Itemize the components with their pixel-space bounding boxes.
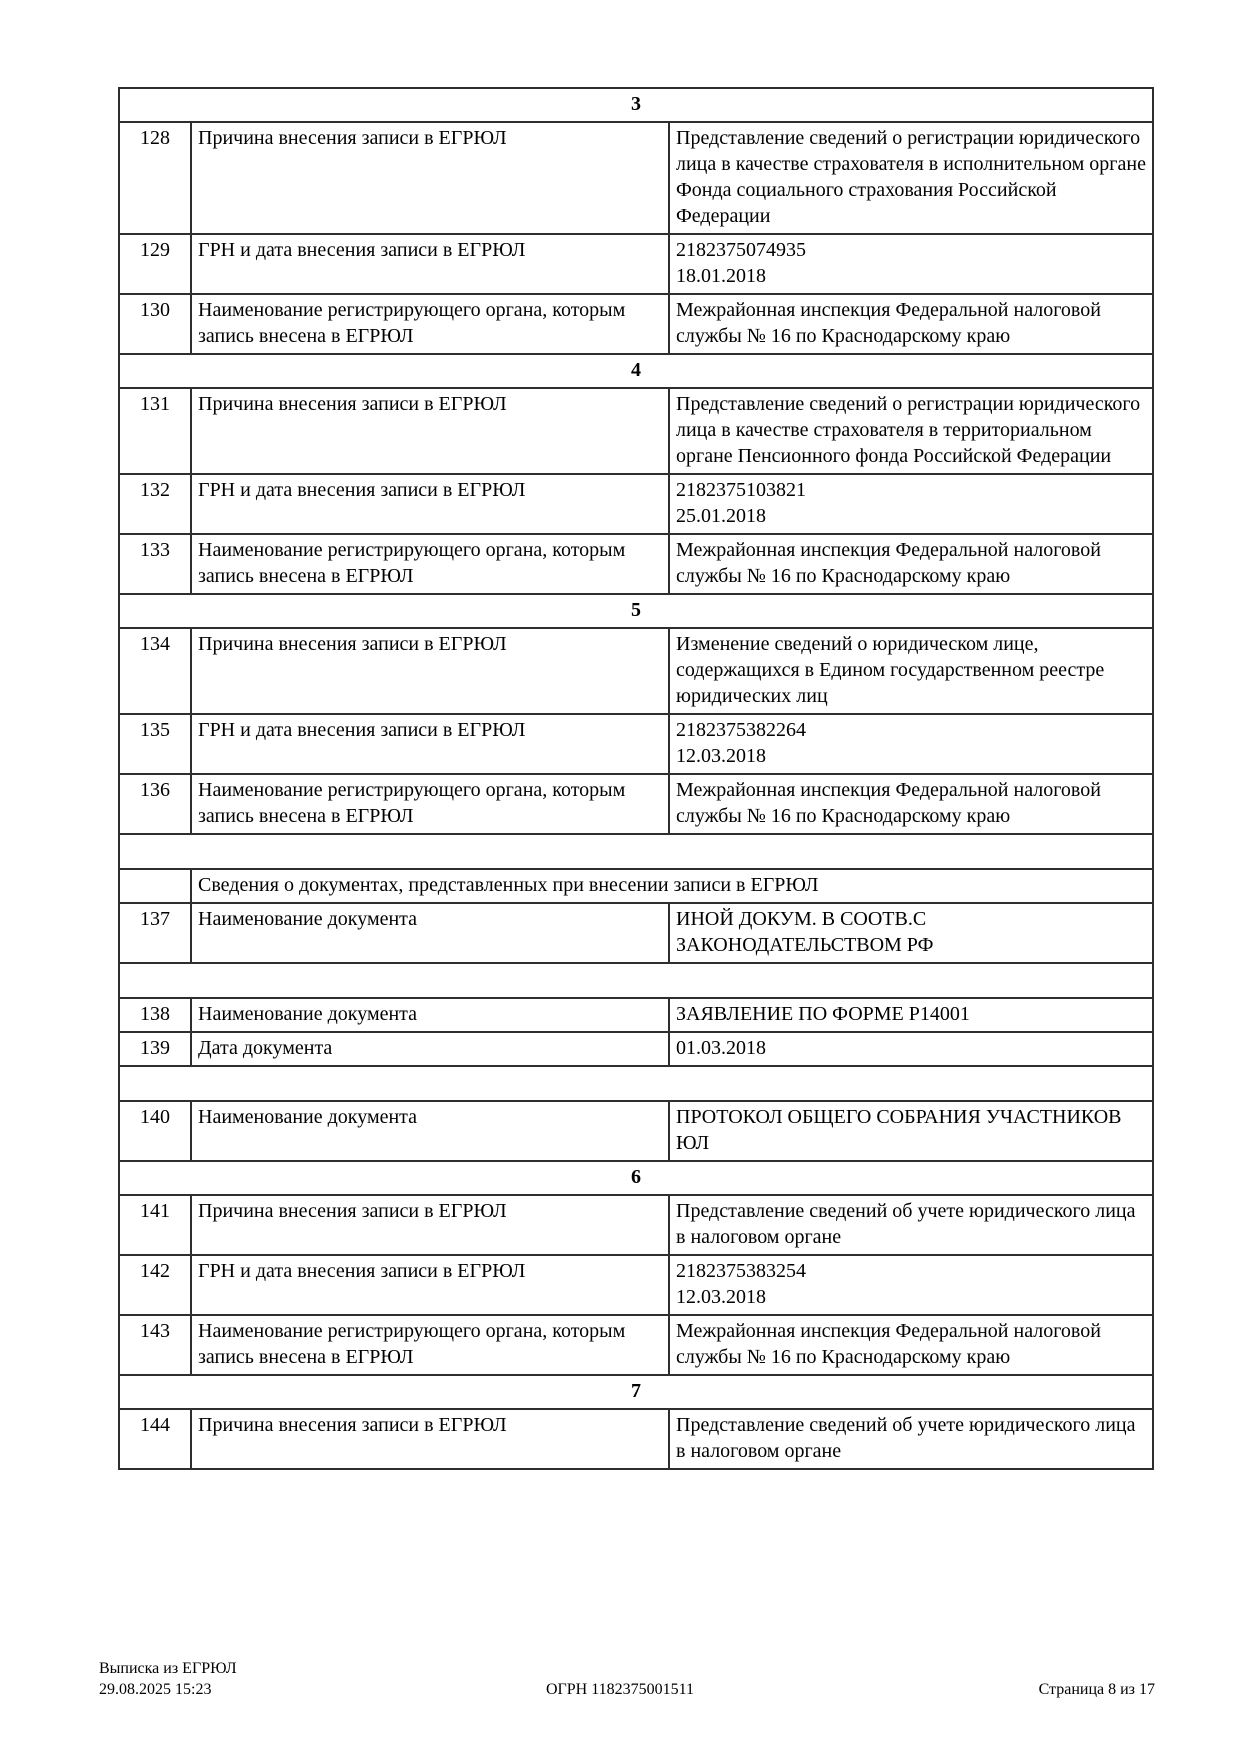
documents-section-title: Сведения о документах, представленных при внесении записи в ЕГРЮЛ	[191, 869, 1153, 903]
row-value-line: ИНОЙ ДОКУМ. В СООТВ.С ЗАКОНОДАТЕЛЬСТВОМ РФ	[676, 908, 934, 956]
table-row	[119, 774, 1153, 834]
table-row	[119, 354, 1153, 388]
row-number: 130	[119, 294, 191, 354]
row-label: Дата документа	[191, 1032, 669, 1066]
row-number: 140	[119, 1101, 191, 1161]
row-value-line: 2182375382264	[676, 719, 806, 741]
row-number-empty	[119, 869, 191, 903]
row-value-line: 2182375103821	[676, 479, 806, 501]
row-value	[669, 998, 1153, 1032]
spacer-row-cell	[119, 834, 1153, 869]
row-value	[669, 388, 1153, 474]
row-number: 136	[119, 774, 191, 834]
row-value	[669, 294, 1153, 354]
row-label: ГРН и дата внесения записи в ЕГРЮЛ	[191, 714, 669, 774]
table-row	[119, 1032, 1153, 1066]
row-value-line: ПРОТОКОЛ ОБЩЕГО СОБРАНИЯ УЧАСТНИКОВ ЮЛ	[676, 1106, 1122, 1154]
row-label: Наименование регистрирующего органа, которым запись внесена в ЕГРЮЛ	[191, 294, 669, 354]
row-value-line: ЗАЯВЛЕНИЕ ПО ФОРМЕ Р14001	[676, 1003, 970, 1025]
row-number: 129	[119, 234, 191, 294]
row-label: ГРН и дата внесения записи в ЕГРЮЛ	[191, 1255, 669, 1315]
row-value-line: 01.03.2018	[676, 1037, 766, 1059]
table-row	[119, 474, 1153, 534]
row-value	[669, 903, 1153, 963]
row-value-line: Изменение сведений о юридическом лице, содержащихся в Едином государственном реестре юридических лиц	[676, 633, 1105, 707]
row-value-line: Представление сведений об учете юридического лица в налоговом органе	[676, 1200, 1136, 1248]
table-row	[119, 1161, 1153, 1195]
row-value	[669, 1255, 1153, 1315]
table-row	[119, 88, 1153, 122]
row-value	[669, 1195, 1153, 1255]
table-row	[119, 998, 1153, 1032]
row-label: Причина внесения записи в ЕГРЮЛ	[191, 628, 669, 714]
row-value-line: 2182375074935	[676, 239, 806, 261]
table-row	[119, 714, 1153, 774]
row-value-line: 25.01.2018	[676, 505, 766, 527]
row-label: Причина внесения записи в ЕГРЮЛ	[191, 1409, 669, 1469]
row-value-line: Представление сведений о регистрации юридического лица в качестве страхователя в исполнительном органе Фонда социального страхования Российской Федерации	[676, 127, 1146, 227]
table-row	[119, 234, 1153, 294]
row-label: Наименование документа	[191, 903, 669, 963]
row-value	[669, 628, 1153, 714]
row-number: 139	[119, 1032, 191, 1066]
row-number: 133	[119, 534, 191, 594]
row-number: 144	[119, 1409, 191, 1469]
row-label: Наименование документа	[191, 998, 669, 1032]
row-label: Наименование регистрирующего органа, которым запись внесена в ЕГРЮЛ	[191, 1315, 669, 1375]
table-row	[119, 1195, 1153, 1255]
row-label: Причина внесения записи в ЕГРЮЛ	[191, 388, 669, 474]
egrul-records-table	[118, 87, 1154, 1470]
row-value-line: 12.03.2018	[676, 1286, 766, 1308]
table-row	[119, 388, 1153, 474]
section-number: 3	[119, 88, 1153, 122]
row-value-line: Представление сведений об учете юридического лица в налоговом органе	[676, 1414, 1136, 1462]
row-number: 143	[119, 1315, 191, 1375]
row-value	[669, 1409, 1153, 1469]
table-row	[119, 1255, 1153, 1315]
row-value	[669, 122, 1153, 234]
row-value-line: Межрайонная инспекция Федеральной налоговой службы № 16 по Краснодарскому краю	[676, 1320, 1101, 1368]
row-label: Причина внесения записи в ЕГРЮЛ	[191, 122, 669, 234]
spacer-row-cell	[119, 1066, 1153, 1101]
row-value-line: 2182375383254	[676, 1260, 806, 1282]
table-row	[119, 1066, 1153, 1101]
footer-ogrn: ОГРН 1182375001511	[545, 1681, 695, 1698]
table-row	[119, 594, 1153, 628]
row-value	[669, 1032, 1153, 1066]
row-number: 132	[119, 474, 191, 534]
row-value	[669, 234, 1153, 294]
row-label: Наименование регистрирующего органа, которым запись внесена в ЕГРЮЛ	[191, 774, 669, 834]
footer-page-number: Страница 8 из 17	[1038, 1681, 1155, 1698]
row-value	[669, 714, 1153, 774]
row-value-line: Межрайонная инспекция Федеральной налоговой службы № 16 по Краснодарскому краю	[676, 299, 1101, 347]
section-number: 7	[119, 1375, 1153, 1409]
table-row	[119, 903, 1153, 963]
row-number: 137	[119, 903, 191, 963]
row-value	[669, 474, 1153, 534]
row-label: Причина внесения записи в ЕГРЮЛ	[191, 1195, 669, 1255]
row-value-line: 18.01.2018	[676, 265, 766, 287]
row-number: 141	[119, 1195, 191, 1255]
table-row	[119, 294, 1153, 354]
section-number: 5	[119, 594, 1153, 628]
section-number: 6	[119, 1161, 1153, 1195]
egrul-table-body	[119, 88, 1153, 1469]
table-row	[119, 1101, 1153, 1161]
row-number: 134	[119, 628, 191, 714]
footer-doc-title: Выписка из ЕГРЮЛ	[99, 1660, 237, 1677]
table-row	[119, 122, 1153, 234]
row-value	[669, 1101, 1153, 1161]
table-row	[119, 834, 1153, 869]
table-row	[119, 1315, 1153, 1375]
row-value-line: Межрайонная инспекция Федеральной налоговой службы № 16 по Краснодарскому краю	[676, 779, 1101, 827]
row-value-line: Представление сведений о регистрации юридического лица в качестве страхователя в территориальном органе Пенсионного фонда Российской Федерации	[676, 393, 1141, 467]
row-value-line: Межрайонная инспекция Федеральной налоговой службы № 16 по Краснодарскому краю	[676, 539, 1101, 587]
table-row	[119, 963, 1153, 998]
spacer-row-cell	[119, 963, 1153, 998]
row-value	[669, 774, 1153, 834]
table-row	[119, 534, 1153, 594]
table-row	[119, 1409, 1153, 1469]
table-row	[119, 869, 1153, 903]
section-number: 4	[119, 354, 1153, 388]
row-label: Наименование регистрирующего органа, которым запись внесена в ЕГРЮЛ	[191, 534, 669, 594]
row-label: ГРН и дата внесения записи в ЕГРЮЛ	[191, 474, 669, 534]
row-number: 135	[119, 714, 191, 774]
table-row	[119, 628, 1153, 714]
table-row	[119, 1375, 1153, 1409]
row-number: 142	[119, 1255, 191, 1315]
row-value	[669, 534, 1153, 594]
row-label: ГРН и дата внесения записи в ЕГРЮЛ	[191, 234, 669, 294]
footer-datetime: 29.08.2025 15:23	[99, 1681, 212, 1698]
row-value-line: 12.03.2018	[676, 745, 766, 767]
row-number: 138	[119, 998, 191, 1032]
row-number: 128	[119, 122, 191, 234]
row-number: 131	[119, 388, 191, 474]
row-label: Наименование документа	[191, 1101, 669, 1161]
row-value	[669, 1315, 1153, 1375]
